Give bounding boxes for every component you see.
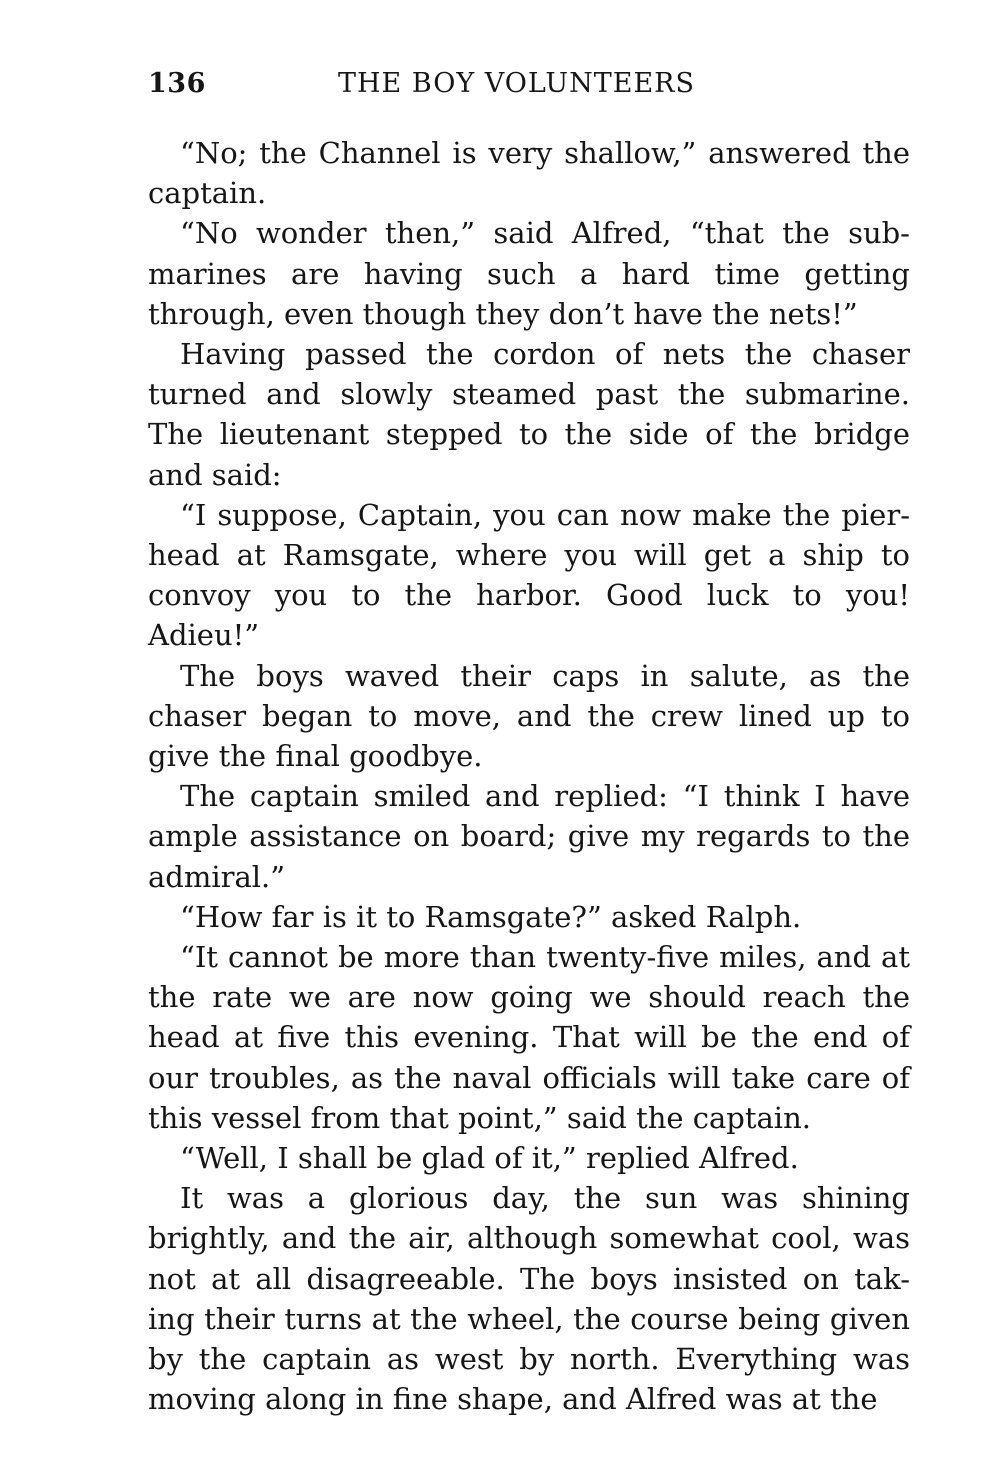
running-head xyxy=(148,64,910,104)
page-number: 136 xyxy=(148,68,206,99)
running-title: THE BOY VOLUNTEERS xyxy=(338,68,695,99)
paragraph: “Well, I shall be glad of it,” replied Alfred. xyxy=(180,1141,799,1176)
paragraph: The captain smiled and replied: “I think I have ample assistance on board; give my regards to the admiral.” xyxy=(148,779,910,894)
paragraph: “I suppose, Captain, you can now make the pier- head at Ramsgate, where you will get a ship to convoy you to the harbor. Good luck to you! Adieu!” xyxy=(148,497,910,653)
paragraph: “No; the Channel is very shallow,” answered the captain. xyxy=(148,136,910,211)
paragraph: Having passed the cordon of nets the chaser turned and slowly steamed past the submarine. The lieutenant stepped to the side of the bridge and said: xyxy=(148,337,910,492)
paragraph: “No wonder then,” said Alfred, “that the sub- marines are having such a hard time getting through, even though they don’t have the nets!” xyxy=(148,216,910,331)
paragraph: “It cannot be more than twenty-five miles, and at the rate we are now going we should reach the head at five this evening. That will be the end of our troubles, as the naval officials will take care of this vessel from that point,” said the captain. xyxy=(148,940,910,1135)
paragraph: It was a glorious day, the sun was shining brightly, and the air, although somewhat cool, was not at all disagreeable. The boys insisted on tak- ing their turns at the wheel, the course being given by the captain as west by north. Everything was moving along in fine shape, and Alfred was at the xyxy=(148,1181,910,1417)
body-text xyxy=(148,133,910,1420)
paragraph: The boys waved their caps in salute, as the chaser began to move, and the crew lined up to give the final goodbye. xyxy=(148,658,910,774)
paragraph: “How far is it to Ramsgate?” asked Ralph. xyxy=(180,899,802,934)
